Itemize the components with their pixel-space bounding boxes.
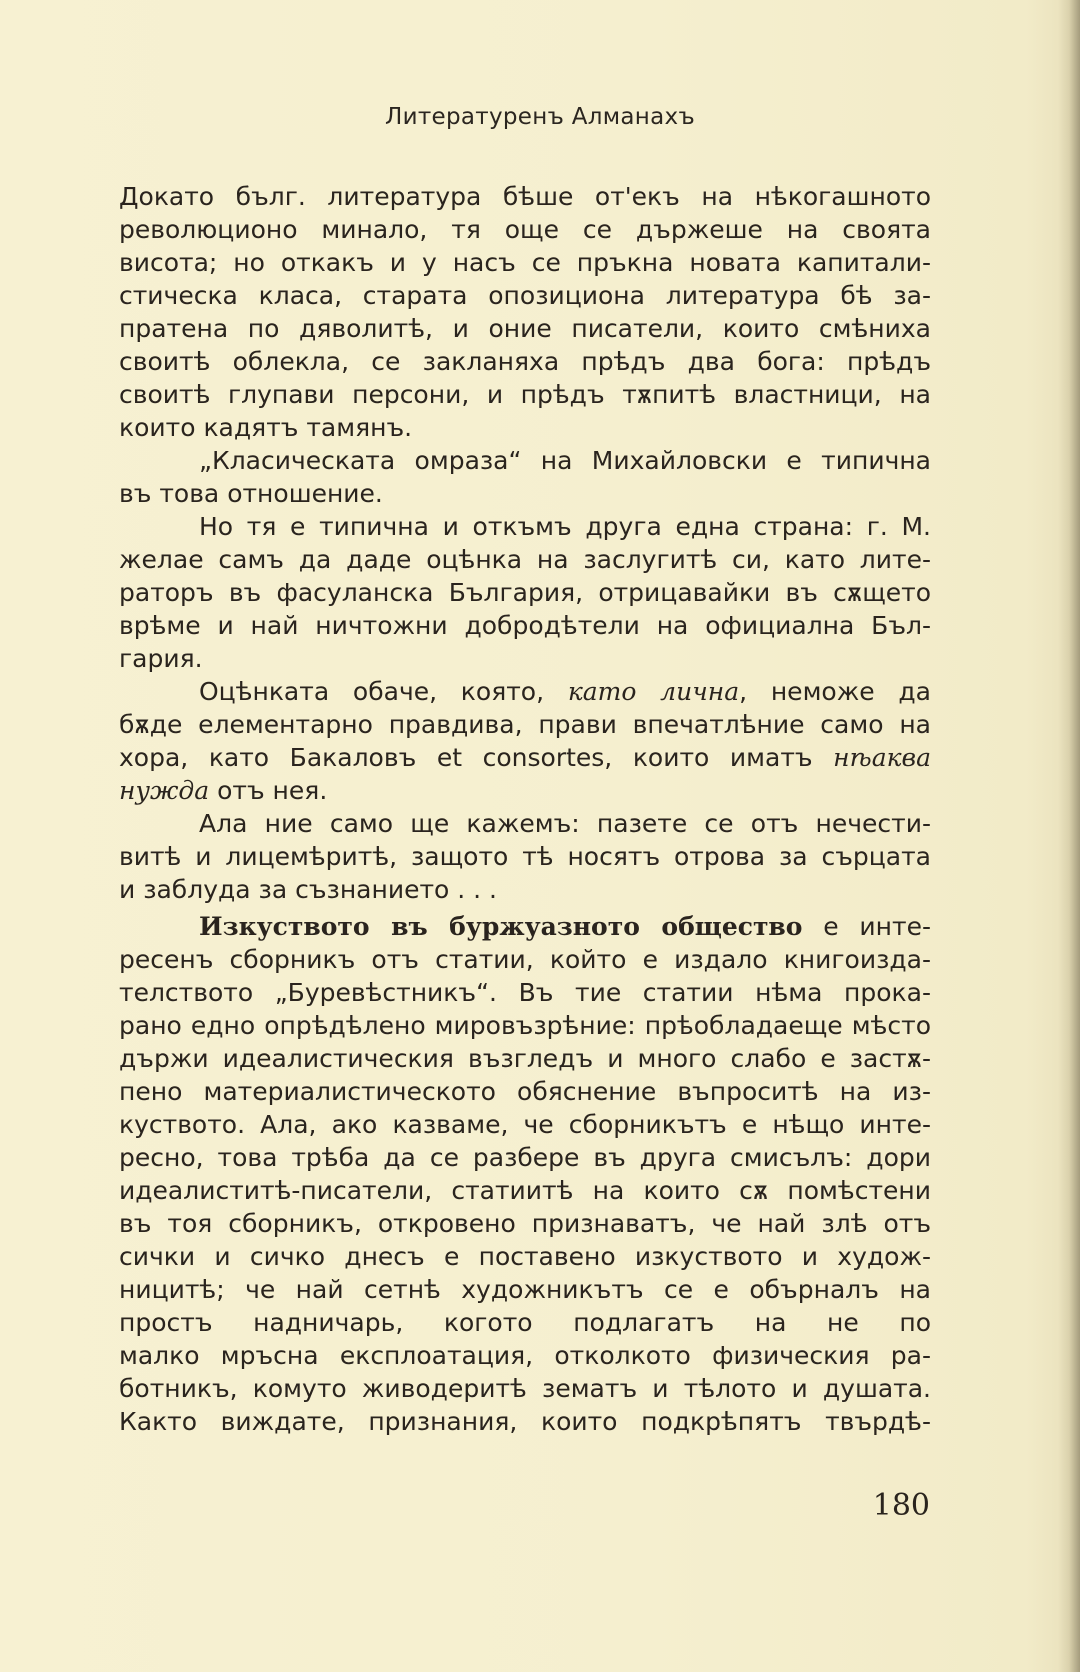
text-line [119, 675, 931, 708]
text-run: е инте- [802, 912, 931, 941]
text-line: Както виждате, признания, които подкрѣпятъ твърдѣ- [119, 1407, 931, 1436]
paragraph-3 [119, 510, 931, 675]
running-header: Литературенъ Алманахъ [384, 104, 696, 130]
paragraph-2 [119, 444, 931, 510]
text-line: ботникъ, комуто живодеритѣ зематъ и тѣлото и душата. [119, 1374, 931, 1403]
text-line: врѣме и най ничтожни добродѣтели на официална Бъл- [119, 611, 931, 640]
text-line: желае самъ да даде оцѣнка на заслугитѣ си, като лите- [119, 545, 931, 574]
italic-run: нужда [119, 776, 210, 805]
paragraph-6 [119, 910, 931, 1438]
page-edge-shadow [1058, 0, 1080, 1672]
italic-run: нѣаква [833, 743, 931, 772]
text-line: които кадятъ тамянъ. [119, 413, 413, 442]
paragraph-1 [119, 180, 931, 444]
text-line: телството „Буревѣстникъ“. Въ тие статии нѣма прока- [119, 978, 931, 1007]
page-number: 180 [872, 1488, 930, 1523]
text-line: въ тоя сборникъ, откровено признаватъ, че най злѣ отъ [119, 1209, 931, 1238]
text-line: и заблуда за съзнанието . . . [119, 875, 497, 904]
text-line: своитѣ облекла, се закланяха прѣдъ два бога: прѣдъ [119, 347, 931, 376]
text-line: пено материалистическото обяснение въпроситѣ на из- [119, 1077, 931, 1106]
text-line: идеалиститѣ-писатели, статиитѣ на които сѫ помѣстени [119, 1176, 931, 1205]
paragraph-5 [119, 807, 931, 906]
text-line: сички и сичко днесъ е поставено изкуството и худож- [119, 1242, 931, 1271]
text-line [119, 910, 931, 943]
text-line: рано едно опрѣдѣлено мировъзрѣние: прѣобладаеще мѣсто [119, 1011, 931, 1040]
text-line: държи идеалистическия възгледъ и много слабо е застѫ- [119, 1044, 931, 1073]
text-line: витѣ и лицемѣритѣ, защото тѣ носятъ отрова за сърцата [119, 842, 931, 871]
text-line: висота; но откакъ и у насъ се пръкна новата капитали- [119, 248, 931, 277]
text-line: Ала ние само ще кажемъ: пазете се отъ нечести- [199, 809, 931, 838]
text-line: Но тя е типична и откъмъ друга една страна: г. М. [199, 512, 931, 541]
text-run: отъ нея. [209, 776, 328, 805]
text-line: гария. [119, 644, 203, 673]
text-line: въ това отношение. [119, 479, 383, 508]
text-line: раторъ въ фасуланска България, отрицавайки въ сѫщето [119, 578, 931, 607]
section-title: Изкуството въ буржуазното общество [199, 912, 803, 941]
text-line [119, 774, 931, 807]
text-line: революционо минало, тя още се държеше на своята [119, 215, 931, 244]
text-run: хора, като Бакаловъ et consortes, които иматъ [119, 743, 834, 772]
paragraph-4 [119, 675, 931, 807]
text-line: ресно, това трѣба да се разбере въ друга смисълъ: дори [119, 1143, 931, 1172]
text-line: ницитѣ; че най сетнѣ художникътъ се е обърналъ на [119, 1275, 931, 1304]
text-line: Докато бълг. литература бѣше от'екъ на нѣкогашното [119, 182, 931, 211]
text-line: малко мръсна експлоатация, отколкото физическия ра- [119, 1341, 931, 1370]
text-run: , неможе да [739, 677, 931, 706]
text-line [119, 741, 931, 774]
text-line: куството. Ала, ако казваме, че сборникътъ е нѣщо инте- [119, 1110, 931, 1139]
text-line: ресенъ сборникъ отъ статии, който е издало книгоизда- [119, 945, 931, 974]
text-line: своитѣ глупави персони, и прѣдъ тѫпитѣ властници, на [119, 380, 931, 409]
page-body [119, 180, 931, 1438]
text-line: „Класическата омраза“ на Михайловски е типична [199, 446, 931, 475]
italic-run: като лична [567, 677, 740, 706]
text-line: пратена по дяволитѣ, и оние писатели, които смѣниха [119, 314, 931, 343]
text-line: стическа класа, старата опозициона литература бѣ за- [119, 281, 931, 310]
text-line: бѫде елементарно правдива, прави впечатлѣние само на [119, 710, 931, 739]
text-line: простъ надничарь, когото подлагатъ на не по [119, 1308, 931, 1337]
text-run: Оцѣнката обаче, която, [199, 677, 568, 706]
